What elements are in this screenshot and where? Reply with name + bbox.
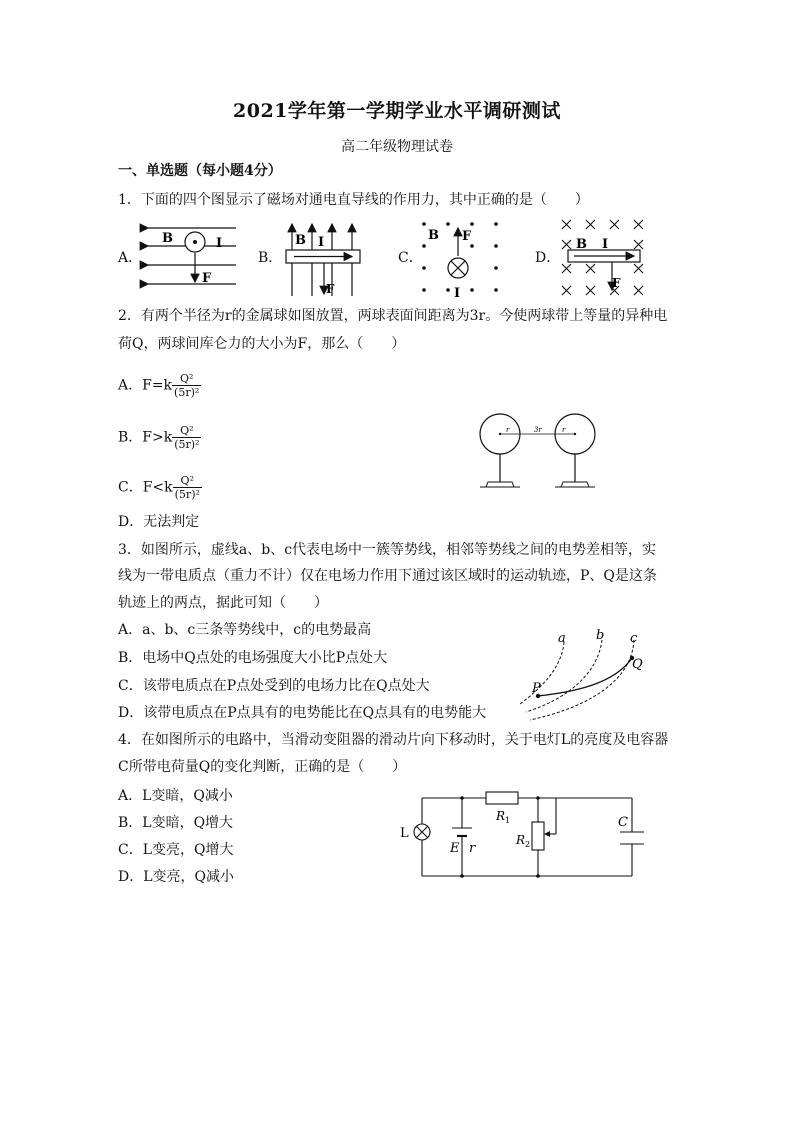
q4-option-d: D．L变亮，Q减小 bbox=[118, 869, 234, 885]
fig-q4-label-r2: R bbox=[516, 833, 526, 847]
q1-figure-a bbox=[140, 220, 240, 300]
fig-q3-label-p: P bbox=[532, 681, 541, 696]
page-title: 2021学年第一学期学业水平调研测试 bbox=[233, 100, 561, 122]
fraction-denominator: (5r)² bbox=[174, 386, 200, 399]
q1-figure-d bbox=[560, 218, 660, 302]
fig-q4-label-l: L bbox=[400, 826, 409, 841]
q2-option-a-fraction bbox=[172, 372, 201, 399]
q2-option-a bbox=[118, 372, 201, 399]
fig-q4-label-r: r bbox=[469, 841, 476, 856]
fig-q4-label-r1-sub: 1 bbox=[505, 816, 511, 825]
q2-option-b bbox=[118, 424, 201, 451]
fig-c-label-i: I bbox=[454, 286, 461, 301]
fraction-numerator: Q² bbox=[173, 474, 202, 488]
q3-option-c: C．该带电质点在P点处受到的电场力比在Q点处大 bbox=[118, 678, 430, 694]
q1-option-c-label: C． bbox=[398, 250, 423, 266]
q2-option-b-fraction bbox=[172, 424, 201, 451]
section-heading: 一、单选题（每小题4分） bbox=[118, 163, 282, 179]
q1-option-b-label: B． bbox=[258, 250, 283, 266]
fig-q4-label-c: C bbox=[618, 815, 628, 830]
fig-q4-label-e: E bbox=[450, 841, 460, 856]
q4-stem-line2: C所带电荷量Q的变化判断，正确的是（ ） bbox=[118, 759, 407, 775]
q3-stem-line2: 线为一带电质点（重力不计）仅在电场力作用下通过该区域时的运动轨迹，P、Q是这条 bbox=[118, 568, 657, 584]
q2-option-c-fraction bbox=[173, 474, 202, 501]
fraction-denominator: (5r)² bbox=[174, 438, 200, 451]
q1-figure-c bbox=[418, 218, 508, 302]
fig-q4-label-r1: R bbox=[496, 809, 506, 823]
q2-option-b-text: B．F>k bbox=[118, 429, 173, 446]
fig-q3-label-b: b bbox=[596, 628, 605, 643]
q3-option-d: D．该带电质点在P点具有的电势能比在Q点具有的电势能大 bbox=[118, 705, 487, 721]
q1-stem: 1．下面的四个图显示了磁场对通电直导线的作用力，其中正确的是（ ） bbox=[118, 192, 589, 208]
q3-option-b: B．电场中Q点处的电场强度大小比P点处大 bbox=[118, 650, 388, 666]
q3-stem-line3: 轨迹上的两点，据此可知（ ） bbox=[118, 595, 328, 611]
q4-option-a: A．L变暗，Q减小 bbox=[118, 788, 233, 804]
fig-c-label-f: F bbox=[462, 229, 472, 244]
q3-stem-line1: 3．如图所示，虚线a、b、c代表电场中一簇等势线，相邻等势线之间的电势差相等，实 bbox=[118, 542, 657, 558]
fig-a-label-f: F bbox=[202, 271, 212, 286]
q4-option-b: B．L变暗，Q增大 bbox=[118, 815, 234, 831]
q4-figure-circuit bbox=[396, 790, 658, 882]
q1-option-a-label: A． bbox=[118, 250, 143, 266]
fig-c-label-b: B bbox=[428, 228, 439, 243]
q2-stem-line2: 荷Q，两球间库仑力的大小为F，那么（ ） bbox=[118, 336, 406, 352]
fig-b-label-f: F bbox=[326, 282, 335, 296]
fraction-numerator: Q² bbox=[172, 424, 201, 438]
fig-q3-label-c: c bbox=[630, 631, 638, 646]
q2-option-c bbox=[118, 474, 202, 501]
fraction-denominator: (5r)² bbox=[174, 488, 200, 501]
q4-option-c: C．L变亮，Q增大 bbox=[118, 842, 234, 858]
fig-b-label-i: I bbox=[318, 235, 325, 250]
fig-q2-r-right: r bbox=[562, 426, 566, 434]
page-subtitle: 高二年级物理试卷 bbox=[341, 139, 453, 155]
fig-d-label-f: F bbox=[612, 276, 621, 290]
fig-q3-label-a: a bbox=[558, 631, 566, 646]
fig-q4-label-r2-sub: 2 bbox=[525, 840, 531, 849]
fraction-numerator: Q² bbox=[172, 372, 201, 386]
fig-q2-3r: 3r bbox=[534, 426, 542, 434]
fig-q2-r-left: r bbox=[506, 426, 510, 434]
q2-option-a-text: A．F=k bbox=[118, 377, 173, 394]
q4-stem-line1: 4．在如图所示的电路中，当滑动变阻器的滑动片向下移动时，关于电灯L的亮度及电容器 bbox=[118, 732, 669, 748]
fig-q3-label-q: Q bbox=[632, 657, 643, 672]
fig-a-label-i: I bbox=[216, 236, 223, 251]
q3-figure-equipotentials bbox=[514, 626, 654, 721]
q2-option-d: D．无法判定 bbox=[118, 514, 200, 530]
q3-option-a: A．a、b、c三条等势线中，c的电势最高 bbox=[118, 622, 372, 638]
fig-b-label-b: B bbox=[295, 233, 306, 248]
fig-a-label-b: B bbox=[162, 231, 173, 246]
q2-figure-spheres bbox=[470, 412, 620, 494]
fig-d-label-i: I bbox=[602, 237, 609, 252]
q1-figure-b bbox=[280, 218, 370, 300]
q2-stem-line1: 2．有两个半径为r的金属球如图放置，两球表面间距离为3r。今使两球带上等量的异种电 bbox=[118, 308, 668, 324]
q1-option-d-label: D． bbox=[535, 250, 561, 266]
fig-d-label-b: B bbox=[576, 237, 587, 252]
q2-option-c-text: C．F<k bbox=[118, 479, 173, 496]
